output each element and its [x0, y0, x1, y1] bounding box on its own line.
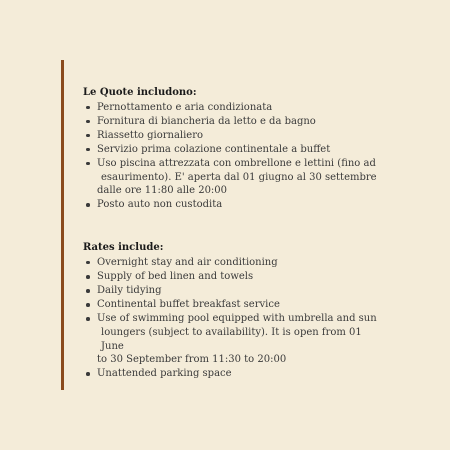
- list-item: Continental buffet breakfast service: [83, 298, 383, 312]
- list-item: Unattended parking space: [83, 367, 383, 381]
- italian-section-title: Le Quote includono:: [83, 87, 197, 98]
- italian-list: [83, 101, 383, 213]
- list-item: Uso piscina attrezzata con ombrellone e lettini (fino ad esaurimento). E' aperta dal 01 giugno al 30 settembre dalle ore 11:80 alle 20:00: [83, 157, 383, 198]
- list-item: Use of swimming pool equipped with umbrella and sun loungers (subject to availability). It is open from 01 June to 30 September from 11:30 to 20:00: [83, 312, 383, 367]
- english-list: [83, 256, 383, 381]
- list-item: Daily tidying: [83, 284, 383, 298]
- list-item: Overnight stay and air conditioning: [83, 256, 383, 270]
- list-item: Posto auto non custodita: [83, 198, 383, 212]
- rates-content: [83, 86, 383, 381]
- list-item: Riassetto giornaliero: [83, 129, 383, 143]
- vertical-divider: [61, 60, 64, 390]
- list-item: Pernottamento e aria condizionata: [83, 101, 383, 115]
- english-section-title: Rates include:: [83, 242, 164, 254]
- list-item: Servizio prima colazione continentale a buffet: [83, 143, 383, 157]
- list-item: Supply of bed linen and towels: [83, 270, 383, 284]
- list-item: Fornitura di biancheria da letto e da bagno: [83, 115, 383, 129]
